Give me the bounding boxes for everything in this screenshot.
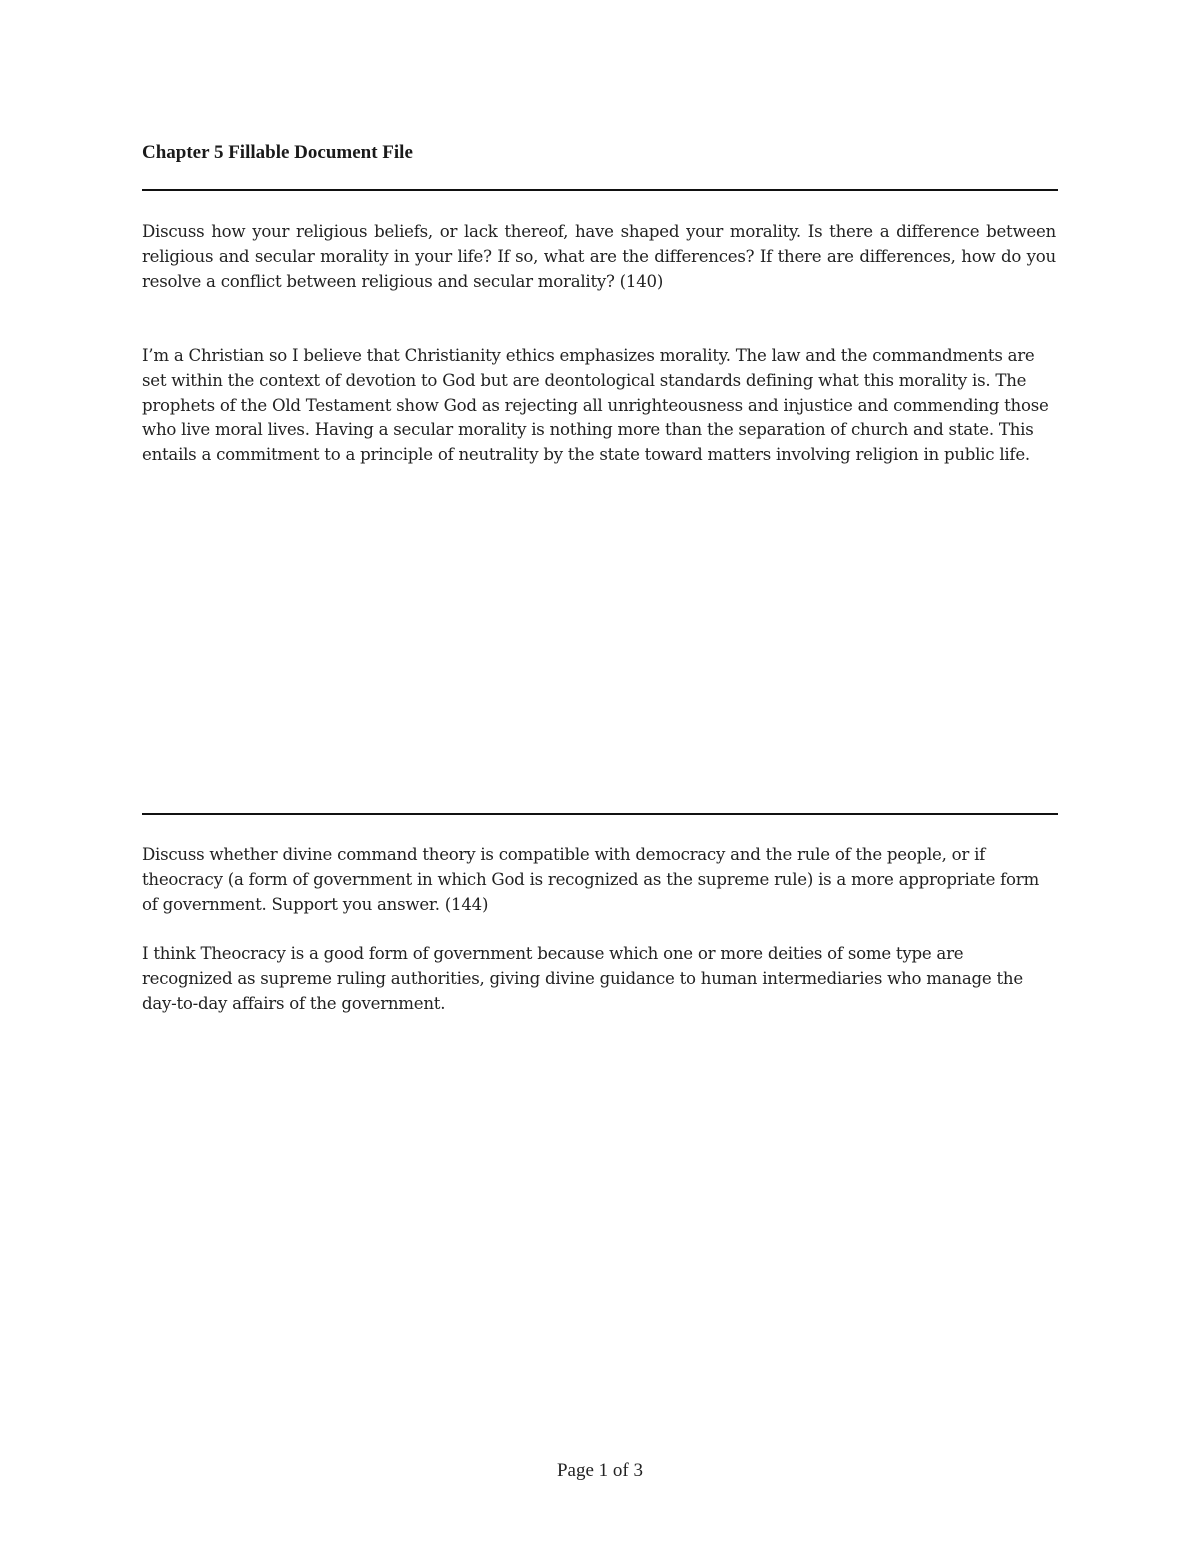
answer-1[interactable]: I’m a Christian so I believe that Christianity ethics emphasizes morality. The law and the commandments are set within the context of devotion to God but are deontological standards defining what this morality is. The prophets of the Old Testament show God as rejecting all unrighteousness and injustice and commending those who live moral lives. Having a secular morality is nothing more than the separation of church and state. This entails a commitment to a principle of neutrality by the state toward matters involving religion in public life. xyxy=(142,346,1049,465)
document-title: Chapter 5 Fillable Document File xyxy=(142,142,413,163)
page-number: Page 1 of 3 xyxy=(556,1460,643,1481)
section-divider xyxy=(142,189,1058,191)
question-1: Discuss how your religious beliefs, or lack thereof, have shaped your morality. Is there a difference between religious and secular morality in your life? If so, what are the differences? If there are differences, how do you resolve a conflict between religious and secular morality? (140) xyxy=(142,222,1056,291)
answer-2[interactable]: I think Theocracy is a good form of government because which one or more deities of some type are recognized as supreme ruling authorities, giving divine guidance to human intermediaries who manage the day-to-day affairs of the government. xyxy=(142,944,1023,1013)
section-divider xyxy=(142,813,1058,815)
question-2: Discuss whether divine command theory is compatible with democracy and the rule of the people, or if theocracy (a form of government in which God is recognized as the supreme rule) is a more appropriate form of government. Support you answer. (144) xyxy=(142,845,1039,914)
